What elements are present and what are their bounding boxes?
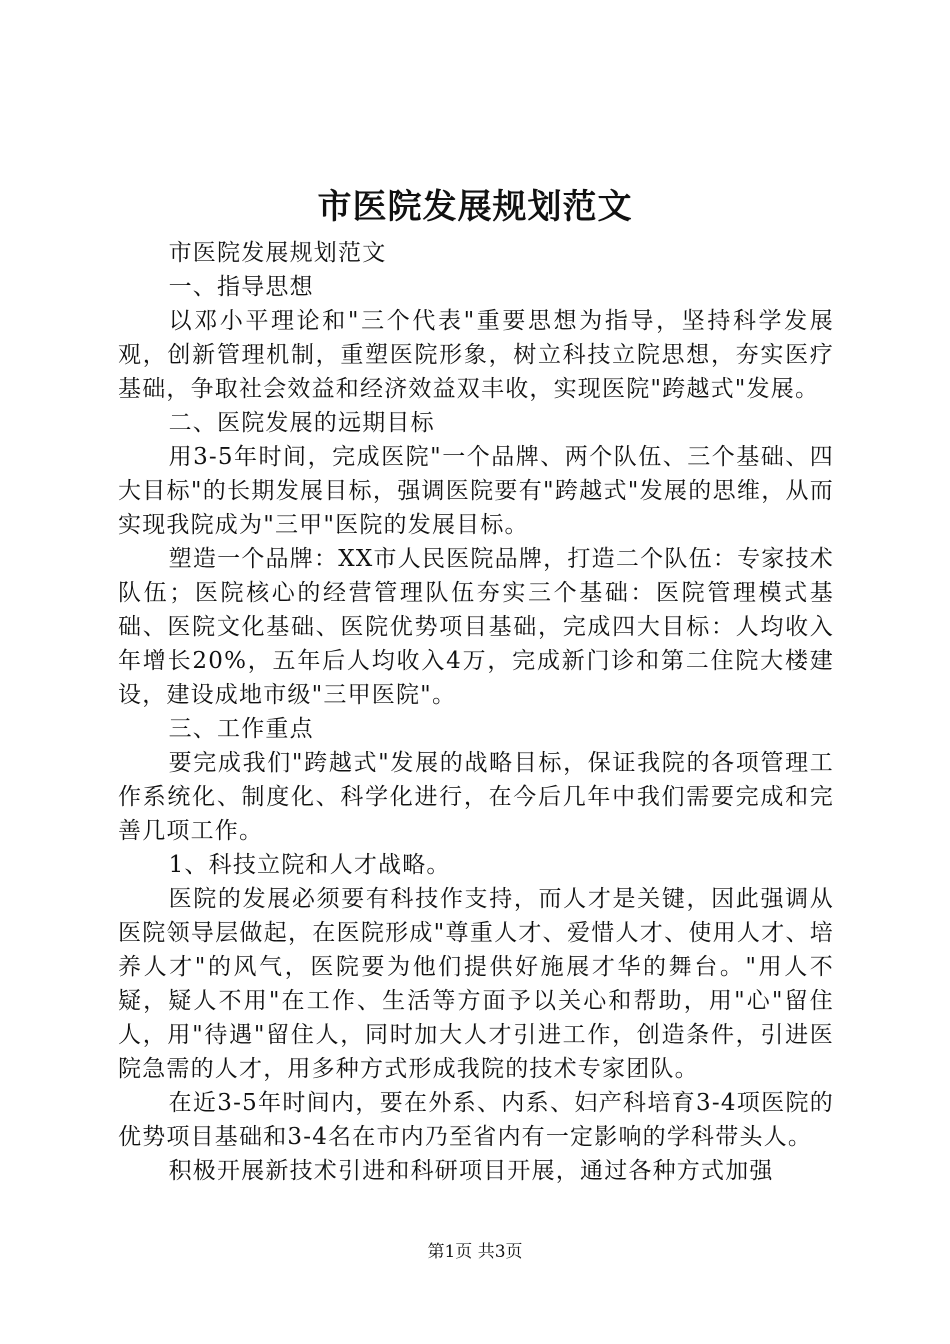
paragraph-brand-and-goals: 塑造一个品牌：XX市人民医院品牌，打造二个队伍：专家技术队伍；医院核心的经营管理队伍夯实三个基础：医院管理模式基础、医院文化基础、医院优势项目基础，完成四大目标：人均收入年增长20%，五年后人均收入4万，完成新门诊和第二住院大楼建设，建设成地市级"三甲医院"。 — [118, 546, 834, 708]
paragraph-work-focus: 要完成我们"跨越式"发展的战略目标，保证我院的各项管理工作系统化、制度化、科学化进行，在今后几年中我们需要完成和完善几项工作。 — [118, 750, 834, 844]
page-number-footer: 第1页 共3页 — [427, 1242, 523, 1262]
subheading-talent-strategy: 1、科技立院和人才战略。 — [168, 852, 451, 878]
paragraph-long-term-goals: 用3-5年时间，完成医院"一个品牌、两个队伍、三个基础、四大目标"的长期发展目标，强调医院要有"跨越式"发展的思维，从而实现我院成为"三甲"医院的发展目标。 — [118, 444, 834, 538]
paragraph-new-technology: 积极开展新技术引进和科研项目开展，通过各种方式加强 — [168, 1158, 774, 1184]
paragraph-discipline-leaders: 在近3-5年时间内，要在外系、内系、妇产科培育3-4项医院的优势项目基础和3-4名在市内乃至省内有一定影响的学科带头人。 — [118, 1090, 834, 1150]
document-body — [118, 236, 834, 1188]
section-heading-work-focus: 三、工作重点 — [168, 716, 314, 742]
section-heading-long-term-goals: 二、医院发展的远期目标 — [168, 410, 435, 436]
document-title: 市医院发展规划范文 — [317, 187, 633, 227]
paragraph-guiding-ideology: 以邓小平理论和"三个代表"重要思想为指导，坚持科学发展观，创新管理机制，重塑医院形象，树立科技立院思想，夯实医疗基础，争取社会效益和经济效益双丰收，实现医院"跨越式"发展。 — [118, 308, 834, 402]
paragraph-subtitle: 市医院发展规划范文 — [168, 240, 387, 266]
section-heading-guiding-ideology: 一、指导思想 — [168, 274, 314, 300]
paragraph-talent-strategy: 医院的发展必须要有科技作支持，而人才是关键，因此强调从医院领导层做起，在医院形成"尊重人才、爱惜人才、使用人才、培养人才"的风气，医院要为他们提供好施展才华的舞台。"用人不疑，疑人不用"在工作、生活等方面予以关心和帮助，用"心"留住人，用"待遇"留住人，同时加大人才引进工作，创造条件，引进医院急需的人才，用多种方式形成我院的技术专家团队。 — [118, 886, 834, 1082]
